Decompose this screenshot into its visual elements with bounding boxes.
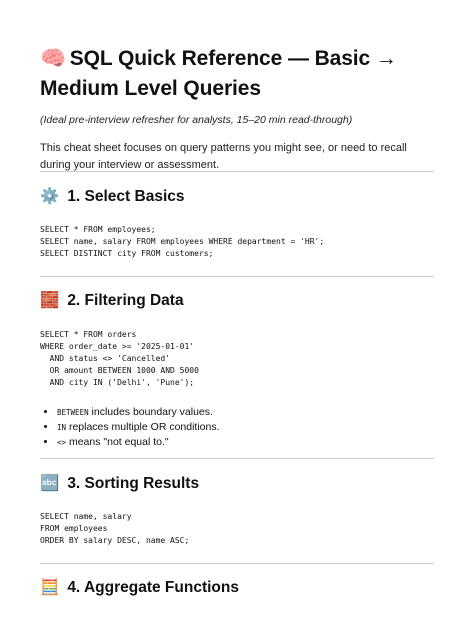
section-heading-aggregate-functions: [40, 578, 434, 597]
section-divider: [40, 458, 434, 459]
page-title: [40, 0, 434, 104]
gear-icon: ⚙️: [40, 188, 60, 205]
section-heading-sorting-results: [40, 474, 434, 493]
inline-code: <>: [57, 438, 67, 447]
intro-paragraph: This cheat sheet focuses on query patterns you might see, or need to recall during your interview or assessment.: [40, 142, 407, 171]
section-heading-filtering-data: [40, 291, 434, 310]
brick-icon: 🧱: [40, 292, 60, 309]
abcd-icon: 🔤: [40, 475, 60, 492]
notes-list-filtering: [40, 405, 434, 450]
abacus-icon: 🧮: [40, 579, 60, 596]
section-heading-text: 2. Filtering Data: [67, 291, 184, 309]
inline-code: IN: [57, 423, 67, 432]
section-heading-text: 3. Sorting Results: [67, 474, 200, 492]
section-heading-select-basics: [40, 187, 434, 206]
inline-code: BETWEEN: [57, 408, 89, 417]
section-divider: [40, 171, 434, 172]
list-item: • BETWEEN includes boundary values.: [57, 405, 434, 420]
section-heading-text: 4. Aggregate Functions: [67, 578, 239, 596]
code-block-filtering-data: SELECT * FROM orders WHERE order_date >= '2025-01-01' AND status <> 'Cancelled' OR amount BETWEEN 1000 AND 5000 AND city IN ('Delhi', 'Pune');: [40, 330, 199, 387]
list-item: • IN replaces multiple OR conditions.: [57, 420, 434, 435]
page-title-text: SQL Quick Reference — Basic → Medium Level Queries: [40, 47, 397, 100]
section-heading-text: 1. Select Basics: [67, 187, 185, 205]
section-divider: [40, 276, 434, 277]
brain-icon: 🧠: [40, 47, 67, 70]
section-divider: [40, 563, 434, 564]
page-subtitle: (Ideal pre-interview refresher for analysts, 15–20 min read-through): [40, 114, 353, 126]
list-item: • <> means "not equal to.": [57, 435, 434, 450]
code-block-select-basics: SELECT * FROM employees; SELECT name, salary FROM employees WHERE department = 'HR'; SELECT DISTINCT city FROM customers;: [40, 225, 325, 258]
code-block-sorting-results: SELECT name, salary FROM employees ORDER BY salary DESC, name ASC;: [40, 512, 190, 545]
